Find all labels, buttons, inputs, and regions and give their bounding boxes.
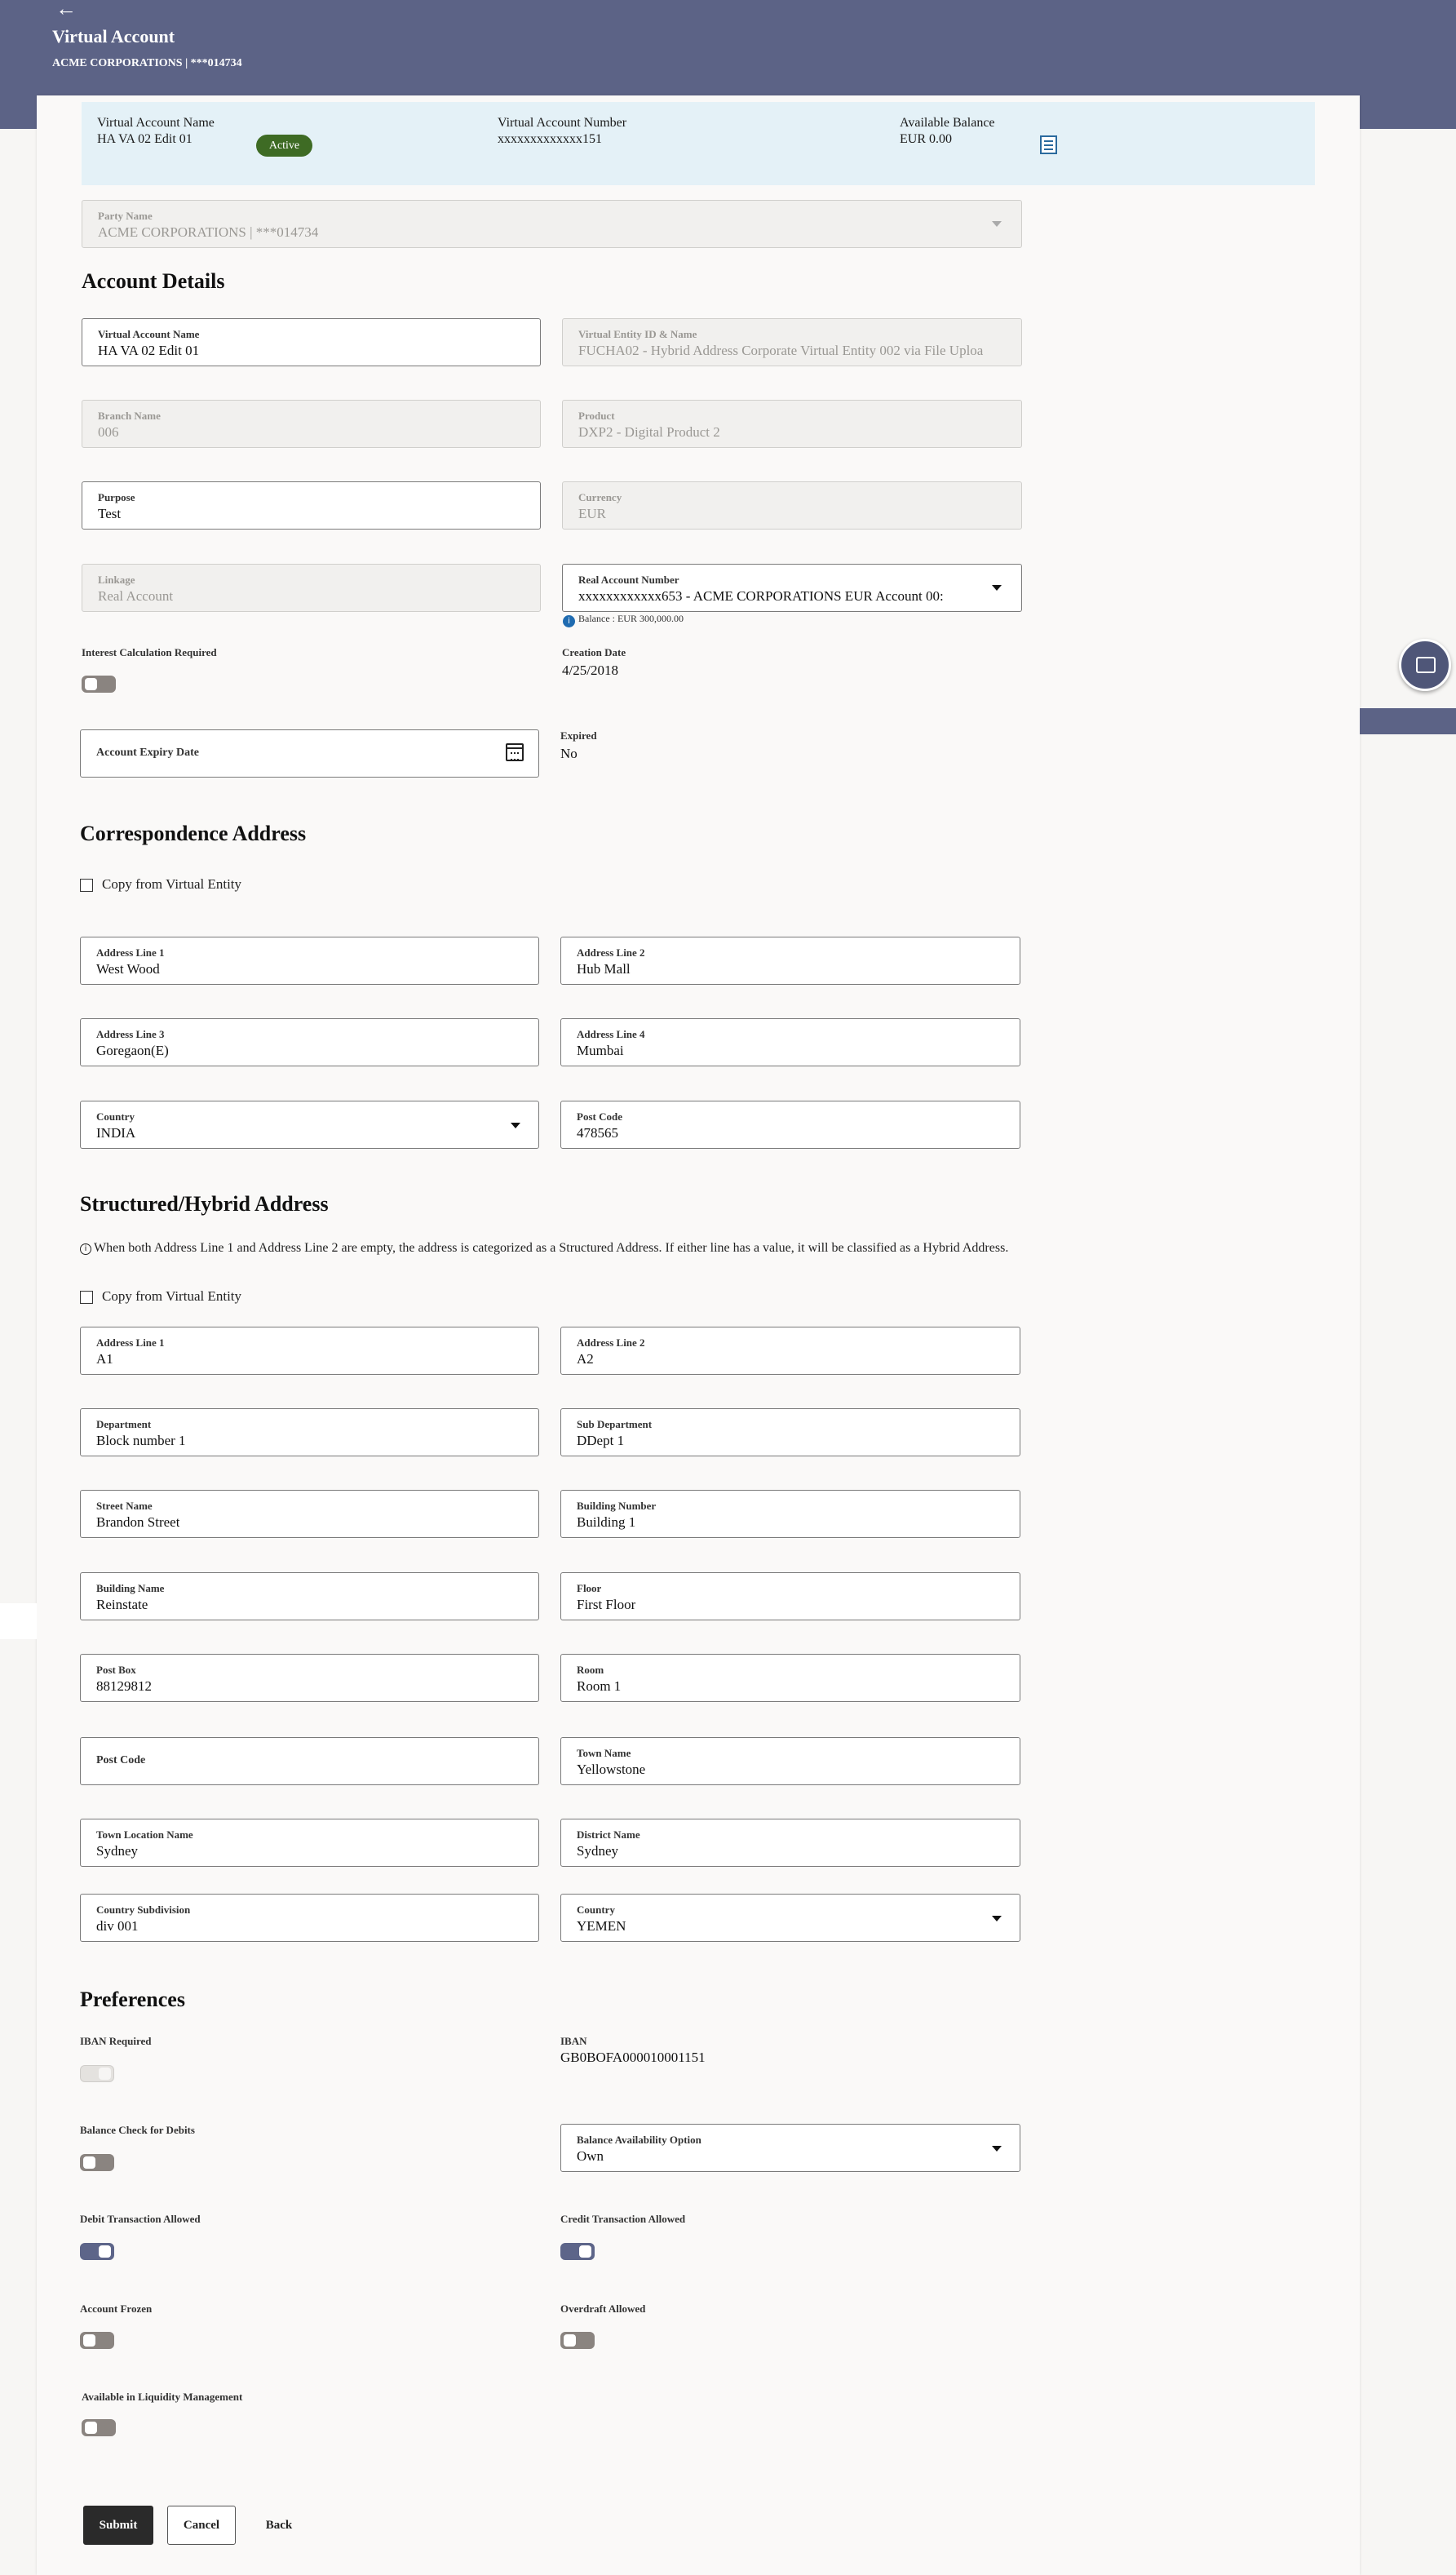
field-label: Sub Department <box>577 1418 653 1430</box>
field-label: Town Name <box>577 1747 631 1759</box>
field-label: Post Code <box>96 1754 146 1766</box>
chevron-down-icon <box>992 2146 1002 2152</box>
debit-allowed-label: Debit Transaction Allowed <box>80 2213 201 2225</box>
field-label: Address Line 3 <box>96 1028 165 1040</box>
summary-name-label: Virtual Account Name <box>97 116 215 130</box>
structured-country-select[interactable] <box>560 1894 1020 1942</box>
field-label: Department <box>96 1418 152 1430</box>
corr-address-line-2-field[interactable] <box>560 937 1020 985</box>
purpose-field[interactable] <box>82 481 541 530</box>
field-label: Linkage <box>98 574 135 586</box>
town-name-field[interactable] <box>560 1737 1020 1785</box>
linkage-field <box>82 564 541 612</box>
floating-action-button[interactable] <box>1399 639 1451 691</box>
corr-address-line-4-field[interactable] <box>560 1018 1020 1066</box>
field-value: HA VA 02 Edit 01 <box>98 343 200 358</box>
party-name-select <box>82 200 1022 248</box>
structured-address-heading: Structured/Hybrid Address <box>80 1192 329 1216</box>
interest-calc-label: Interest Calculation Required <box>82 646 217 658</box>
interest-calc-toggle[interactable] <box>82 676 116 693</box>
chat-icon <box>1416 657 1436 673</box>
building-number-field[interactable] <box>560 1490 1020 1538</box>
field-value: FUCHA02 - Hybrid Address Corporate Virtual Entity 002 via File Uploa <box>578 343 984 358</box>
field-value: Own <box>577 2148 604 2164</box>
field-label: Address Line 4 <box>577 1028 645 1040</box>
virtual-entity-field <box>562 318 1022 366</box>
structured-info-text: When both Address Line 1 and Address Line 2 are empty, the address is categorized as a Structured Address. If either line has a value, it will be classified as a Hybrid Address. <box>94 1241 1009 1255</box>
field-label: Town Location Name <box>96 1828 193 1841</box>
balance-check-label: Balance Check for Debits <box>80 2124 195 2136</box>
copy-from-entity-checkbox[interactable] <box>80 879 93 892</box>
corr-address-line-3-field[interactable] <box>80 1018 539 1066</box>
preferences-heading: Preferences <box>80 1988 185 2011</box>
chevron-down-icon <box>511 1123 520 1128</box>
statement-icon[interactable] <box>1040 135 1057 154</box>
field-label: Address Line 1 <box>96 1336 165 1349</box>
structured-copy-checkbox[interactable] <box>80 1291 93 1304</box>
page-subtitle: ACME CORPORATIONS | ***014734 <box>52 57 242 69</box>
field-value: YEMEN <box>577 1918 626 1934</box>
chevron-down-icon <box>992 585 1002 591</box>
building-name-field[interactable] <box>80 1572 539 1620</box>
account-details-heading: Account Details <box>82 269 225 293</box>
field-label: Building Name <box>96 1582 165 1594</box>
submit-button[interactable]: Submit <box>83 2506 153 2545</box>
town-location-name-field[interactable] <box>80 1819 539 1867</box>
field-value: 478565 <box>577 1125 618 1141</box>
liquidity-label: Available in Liquidity Management <box>82 2391 243 2403</box>
iban-value: GB0BOFA000010001151 <box>560 2050 706 2065</box>
summary-balance-value: EUR 0.00 <box>900 132 952 146</box>
balance-note-text: Balance : EUR 300,000.00 <box>578 613 684 624</box>
summary-number-value: xxxxxxxxxxxxx151 <box>498 132 602 146</box>
field-label: Currency <box>578 491 622 503</box>
field-value: Mumbai <box>577 1043 624 1058</box>
field-value: DDept 1 <box>577 1433 625 1448</box>
liquidity-toggle[interactable] <box>82 2419 116 2436</box>
street-name-field[interactable] <box>80 1490 539 1538</box>
summary-number-label: Virtual Account Number <box>498 116 627 130</box>
field-label: Building Number <box>577 1500 657 1512</box>
chevron-down-icon <box>992 221 1002 227</box>
addr-line-2-field[interactable] <box>560 1327 1020 1375</box>
account-frozen-toggle[interactable] <box>80 2332 114 2349</box>
summary-balance-label: Available Balance <box>900 116 995 130</box>
party-name-label: Party Name <box>98 210 153 222</box>
field-value: Block number 1 <box>96 1433 186 1448</box>
calendar-icon[interactable] <box>506 743 524 761</box>
field-value: DXP2 - Digital Product 2 <box>578 424 720 440</box>
field-label: Address Line 2 <box>577 1336 645 1349</box>
summary-name-value: HA VA 02 Edit 01 <box>97 132 193 146</box>
field-value: Test <box>98 506 122 521</box>
info-icon: i <box>563 615 575 627</box>
field-label: Post Code <box>577 1110 622 1123</box>
field-label: District Name <box>577 1828 640 1841</box>
structured-copy-label: Copy from Virtual Entity <box>102 1288 242 1304</box>
field-value: First Floor <box>577 1597 636 1612</box>
cancel-button[interactable]: Cancel <box>167 2506 236 2545</box>
chevron-down-icon <box>992 1916 1002 1921</box>
field-value: Real Account <box>98 588 174 604</box>
field-value: xxxxxxxxxxxx653 - ACME CORPORATIONS EUR Account 00: <box>578 588 944 604</box>
field-value: Hub Mall <box>577 961 631 977</box>
field-label: Address Line 1 <box>96 946 165 959</box>
floor-field[interactable] <box>560 1572 1020 1620</box>
iban-required-toggle <box>80 2065 114 2082</box>
field-label: Room <box>577 1664 604 1676</box>
expired-label: Expired <box>560 729 597 742</box>
balance-check-toggle[interactable] <box>80 2154 114 2171</box>
overdraft-toggle[interactable] <box>560 2332 595 2349</box>
post-code-field[interactable] <box>80 1737 539 1785</box>
field-label: Country Subdivision <box>96 1904 191 1916</box>
field-value: Room 1 <box>577 1678 622 1694</box>
field-label: Virtual Entity ID & Name <box>578 328 697 340</box>
field-label: Balance Availability Option <box>577 2134 701 2146</box>
field-label: Product <box>578 410 615 422</box>
credit-allowed-toggle[interactable] <box>560 2243 595 2260</box>
iban-label: IBAN <box>560 2035 587 2047</box>
field-label: Branch Name <box>98 410 161 422</box>
balance-availability-select[interactable] <box>560 2124 1020 2172</box>
field-label: Floor <box>577 1582 602 1594</box>
field-value: INDIA <box>96 1125 136 1141</box>
decorative-band <box>1360 708 1456 734</box>
field-value: Reinstate <box>96 1597 148 1612</box>
field-value: A1 <box>96 1351 113 1367</box>
overdraft-label: Overdraft Allowed <box>560 2302 646 2315</box>
field-label: Post Box <box>96 1664 136 1676</box>
account-frozen-label: Account Frozen <box>80 2302 153 2315</box>
field-value: Yellowstone <box>577 1762 646 1777</box>
field-value: West Wood <box>96 961 160 977</box>
field-label: Street Name <box>96 1500 153 1512</box>
back-button[interactable]: Back <box>250 2506 308 2545</box>
credit-allowed-label: Credit Transaction Allowed <box>560 2213 686 2225</box>
corr-address-line-1-field[interactable] <box>80 937 539 985</box>
creation-date-value: 4/25/2018 <box>562 663 618 678</box>
field-label: Country <box>96 1110 135 1123</box>
field-value: div 001 <box>96 1918 139 1934</box>
status-badge: Active <box>256 135 312 157</box>
sub-department-field[interactable] <box>560 1408 1020 1456</box>
field-value: A2 <box>577 1351 594 1367</box>
field-label: Country <box>577 1904 615 1916</box>
field-label: Address Line 2 <box>577 946 645 959</box>
correspondence-heading: Correspondence Address <box>80 822 307 845</box>
district-name-field[interactable] <box>560 1819 1020 1867</box>
field-value: Building 1 <box>577 1514 636 1530</box>
department-field[interactable] <box>80 1408 539 1456</box>
structured-info <box>80 1241 1008 1256</box>
product-field <box>562 400 1022 448</box>
party-name-value: ACME CORPORATIONS | ***014734 <box>98 224 319 240</box>
corr-country-select[interactable] <box>80 1101 539 1149</box>
copy-from-entity-label: Copy from Virtual Entity <box>102 876 242 892</box>
field-value: Goregaon(E) <box>96 1043 169 1058</box>
field-value: 006 <box>98 424 119 440</box>
field-value: Sydney <box>96 1843 138 1859</box>
field-value: Sydney <box>577 1843 618 1859</box>
field-label: Virtual Account Name <box>98 328 200 340</box>
corr-post-code-field[interactable] <box>560 1101 1020 1149</box>
back-arrow-icon[interactable]: ← <box>55 0 77 20</box>
field-label: Account Expiry Date <box>96 747 199 759</box>
field-value: Brandon Street <box>96 1514 180 1530</box>
balance-note <box>563 613 684 627</box>
country-subdivision-field[interactable] <box>80 1894 539 1942</box>
field-value: EUR <box>578 506 606 521</box>
info-icon: i <box>80 1243 91 1255</box>
field-value: 88129812 <box>96 1678 152 1694</box>
virtual-account-name-field[interactable] <box>82 318 541 366</box>
debit-allowed-toggle[interactable] <box>80 2243 114 2260</box>
page-title: Virtual Account <box>52 26 175 47</box>
room-field[interactable] <box>560 1654 1020 1702</box>
real-account-select[interactable] <box>562 564 1022 612</box>
post-box-field[interactable] <box>80 1654 539 1702</box>
expired-value: No <box>560 746 578 761</box>
account-expiry-date-field[interactable] <box>80 729 539 778</box>
field-label: Purpose <box>98 491 135 503</box>
iban-required-label: IBAN Required <box>80 2035 152 2047</box>
creation-date-label: Creation Date <box>562 646 626 658</box>
field-label: Real Account Number <box>578 574 679 586</box>
branch-name-field <box>82 400 541 448</box>
addr-line-1-field[interactable] <box>80 1327 539 1375</box>
currency-field <box>562 481 1022 530</box>
decorative-strip <box>0 1603 37 1639</box>
